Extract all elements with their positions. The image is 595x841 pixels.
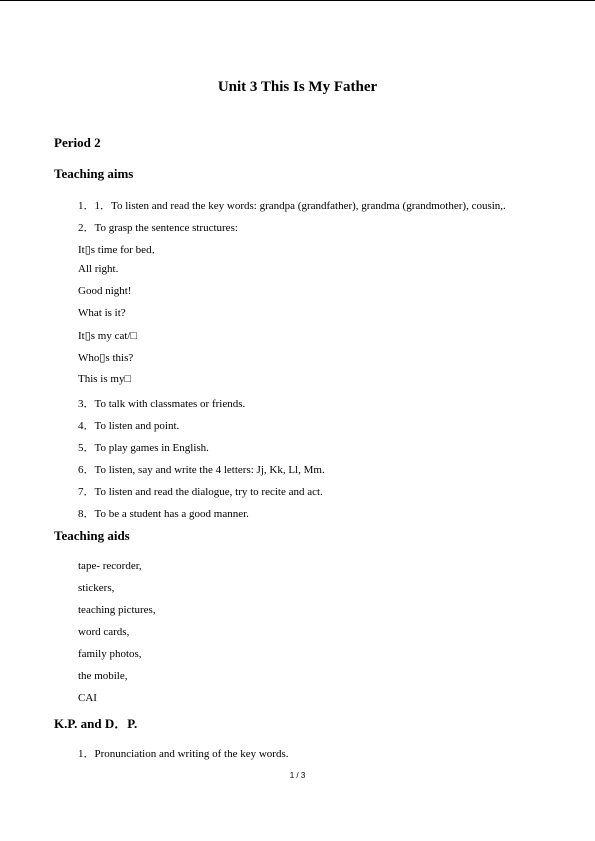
kp-dp-heading: K.P. and D．P. [54, 716, 138, 731]
aims-line: 2．To grasp the sentence structures: [78, 222, 238, 234]
aims-line: It▯s my cat/□ [78, 330, 138, 342]
aids-item: the mobile, [78, 670, 128, 682]
aims-line: What is it? [78, 307, 126, 319]
teaching-aids-heading: Teaching aids [54, 528, 130, 543]
aids-item: CAI [78, 692, 97, 704]
aims-line: Good night! [78, 285, 132, 297]
aims-line: 6．To listen, say and write the 4 letters: Jj, Kk, Ll, Mm. [78, 464, 325, 476]
aims-line: This is my□ [78, 373, 132, 385]
kp-line: 1．Pronunciation and writing of the key words. [78, 748, 289, 760]
aims-line: 5．To play games in English. [78, 442, 209, 454]
aims-line: Who▯s this? [78, 352, 134, 364]
aids-item: family photos, [78, 648, 142, 660]
aids-item: stickers, [78, 582, 115, 594]
aims-line: 7．To listen and read the dialogue, try to recite and act. [78, 486, 323, 498]
aids-item: teaching pictures, [78, 604, 156, 616]
aims-line: 4．To listen and point. [78, 420, 180, 432]
aims-line: All right. [78, 263, 119, 275]
top-border-line [0, 0, 595, 1]
aims-line: It▯s time for bed． [78, 244, 163, 256]
period-heading: Period 2 [54, 135, 101, 150]
document-title: Unit 3 This Is My Father [217, 79, 378, 95]
aims-line: 8．To be a student has a good manner. [78, 508, 249, 520]
aids-item: tape- recorder, [78, 560, 142, 572]
aims-line: 1．1．To listen and read the key words: grandpa (grandfather), grandma (grandmother), cousin,. [78, 200, 506, 212]
aids-item: word cards, [78, 626, 130, 638]
page-number: 1 / 3 [289, 771, 306, 780]
teaching-aims-heading: Teaching aims [54, 166, 134, 181]
aims-line: 3．To talk with classmates or friends. [78, 398, 246, 410]
